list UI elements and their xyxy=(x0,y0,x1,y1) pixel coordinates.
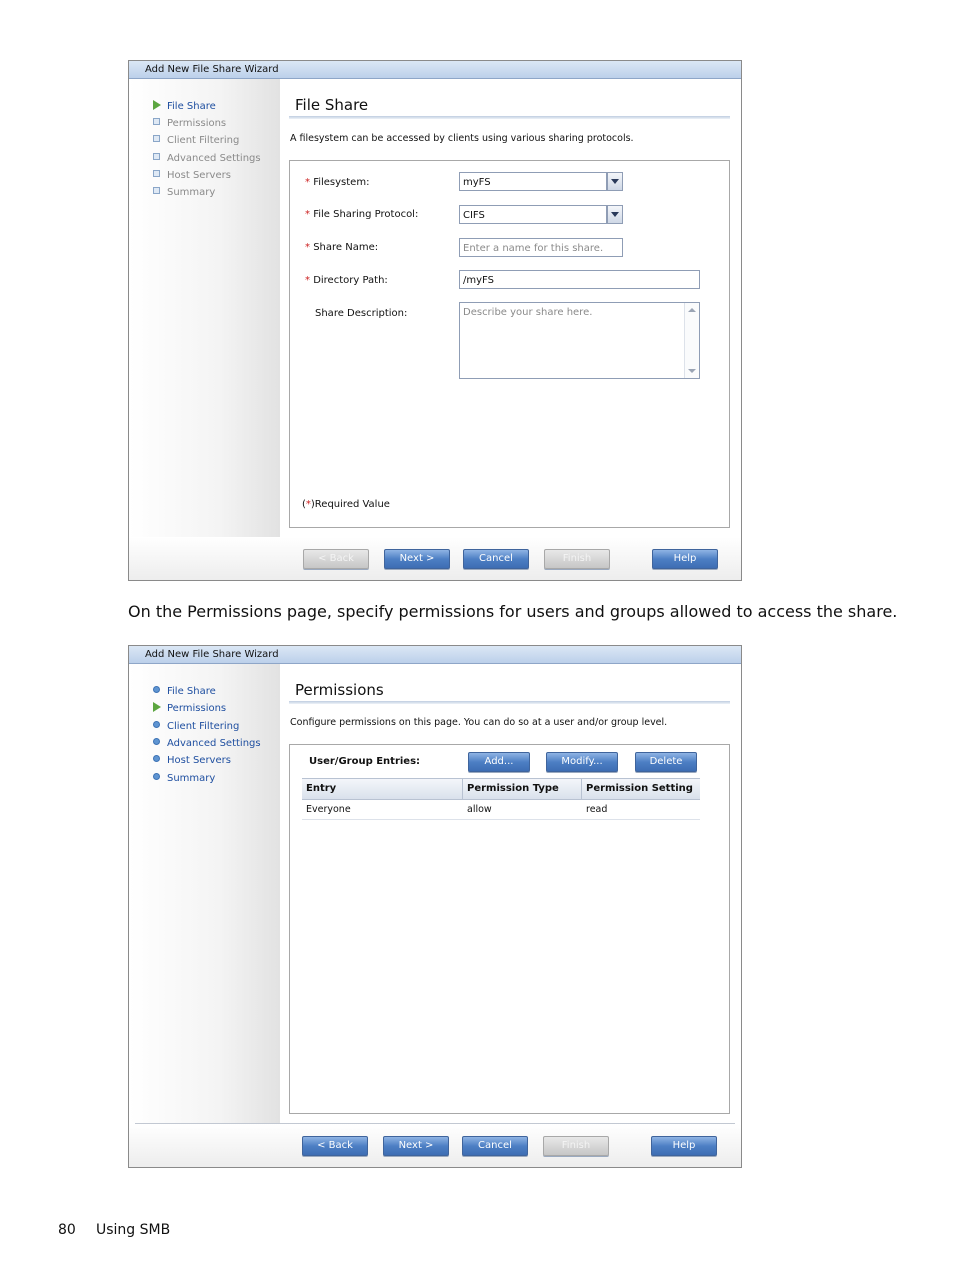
protocol-label: * File Sharing Protocol: xyxy=(305,209,419,220)
wizard-step-nav xyxy=(129,664,280,1124)
body-caption: On the Permissions page, specify permissions for users and groups allowed to access the share. xyxy=(128,602,898,621)
step-dot-icon xyxy=(153,773,160,780)
wizard-title-bar: Add New File Share Wizard xyxy=(129,61,741,79)
file-share-wizard xyxy=(128,60,742,581)
step-square-icon xyxy=(153,170,160,177)
cell-permission-type: allow xyxy=(467,804,492,815)
column-header-permission-type[interactable]: Permission Type xyxy=(463,779,582,799)
nav-step-permissions: Permissions xyxy=(153,117,226,131)
share-name-input[interactable]: Enter a name for this share. xyxy=(459,238,623,257)
step-dot-icon xyxy=(153,721,160,728)
step-square-icon xyxy=(153,153,160,160)
form-panel xyxy=(289,160,730,528)
nav-step-permissions[interactable]: Permissions xyxy=(153,702,226,716)
table-row[interactable] xyxy=(302,800,700,820)
permissions-wizard xyxy=(128,645,742,1168)
nav-step-advanced-settings[interactable]: Advanced Settings xyxy=(153,737,261,751)
nav-step-summary: Summary xyxy=(153,186,215,200)
nav-step-host-servers: Host Servers xyxy=(153,169,231,183)
back-button[interactable]: < Back xyxy=(302,1136,368,1156)
page-number: 80 xyxy=(58,1222,76,1238)
filesystem-label: * Filesystem: xyxy=(305,177,370,188)
step-square-icon xyxy=(153,187,160,194)
page-title: Permissions xyxy=(295,681,384,699)
nav-step-client-filtering: Client Filtering xyxy=(153,134,239,148)
title-divider xyxy=(289,116,730,119)
user-group-entries-label: User/Group Entries: xyxy=(309,756,421,767)
back-button[interactable]: < Back xyxy=(303,549,369,569)
filesystem-dropdown-icon[interactable] xyxy=(607,172,623,191)
step-dot-icon xyxy=(153,755,160,762)
finish-button[interactable]: Finish xyxy=(544,549,610,569)
modify-entry-button[interactable]: Modify... xyxy=(546,752,618,772)
nav-step-file-share[interactable]: File Share xyxy=(153,100,216,114)
page-instructions: A filesystem can be accessed by clients using various sharing protocols. xyxy=(290,133,634,144)
delete-entry-button[interactable]: Delete xyxy=(635,752,697,772)
current-step-arrow-icon xyxy=(153,702,161,712)
cancel-button[interactable]: Cancel xyxy=(463,549,529,569)
step-square-icon xyxy=(153,135,160,142)
wizard-step-nav xyxy=(129,79,280,537)
column-header-permission-setting[interactable]: Permission Setting xyxy=(586,783,693,794)
nav-step-advanced-settings: Advanced Settings xyxy=(153,152,261,166)
cancel-button[interactable]: Cancel xyxy=(462,1136,528,1156)
share-description-label: Share Description: xyxy=(315,308,408,319)
share-description-textarea[interactable]: Describe your share here. xyxy=(459,302,700,379)
scroll-up-icon[interactable] xyxy=(688,308,696,312)
nav-step-host-servers[interactable]: Host Servers xyxy=(153,754,231,768)
wizard-button-bar xyxy=(129,537,741,580)
next-button[interactable]: Next > xyxy=(384,549,450,569)
nav-step-file-share[interactable]: File Share xyxy=(153,685,216,699)
protocol-select[interactable]: CIFS xyxy=(459,205,607,224)
column-header-entry[interactable]: Entry xyxy=(302,779,463,799)
scroll-down-icon[interactable] xyxy=(688,369,696,373)
permissions-table-header xyxy=(302,778,700,800)
share-name-label: * Share Name: xyxy=(305,242,379,253)
help-button[interactable]: Help xyxy=(651,1136,717,1156)
directory-path-label: * Directory Path: xyxy=(305,275,388,286)
description-scrollbar[interactable] xyxy=(684,303,699,378)
add-entry-button[interactable]: Add... xyxy=(468,752,530,772)
cell-permission-setting: read xyxy=(586,804,608,815)
step-square-icon xyxy=(153,118,160,125)
step-dot-icon xyxy=(153,738,160,745)
step-dot-icon xyxy=(153,686,160,693)
page-instructions: Configure permissions on this page. You can do so at a user and/or group level. xyxy=(290,717,668,728)
help-button[interactable]: Help xyxy=(652,549,718,569)
wizard-button-bar xyxy=(129,1124,741,1167)
required-value-note: (*)Required Value xyxy=(302,499,390,510)
nav-step-summary[interactable]: Summary xyxy=(153,772,215,786)
current-step-arrow-icon xyxy=(153,100,161,110)
page-title: File Share xyxy=(295,96,369,114)
protocol-dropdown-icon[interactable] xyxy=(607,205,623,224)
next-button[interactable]: Next > xyxy=(383,1136,449,1156)
wizard-title-bar: Add New File Share Wizard xyxy=(129,646,741,664)
directory-path-input[interactable]: /myFS xyxy=(459,270,700,289)
finish-button[interactable]: Finish xyxy=(543,1136,609,1156)
nav-step-client-filtering[interactable]: Client Filtering xyxy=(153,720,239,734)
entries-panel xyxy=(289,744,730,1114)
filesystem-select[interactable]: myFS xyxy=(459,172,607,191)
cell-entry: Everyone xyxy=(306,804,351,815)
section-name: Using SMB xyxy=(96,1222,171,1238)
title-divider xyxy=(289,701,730,704)
